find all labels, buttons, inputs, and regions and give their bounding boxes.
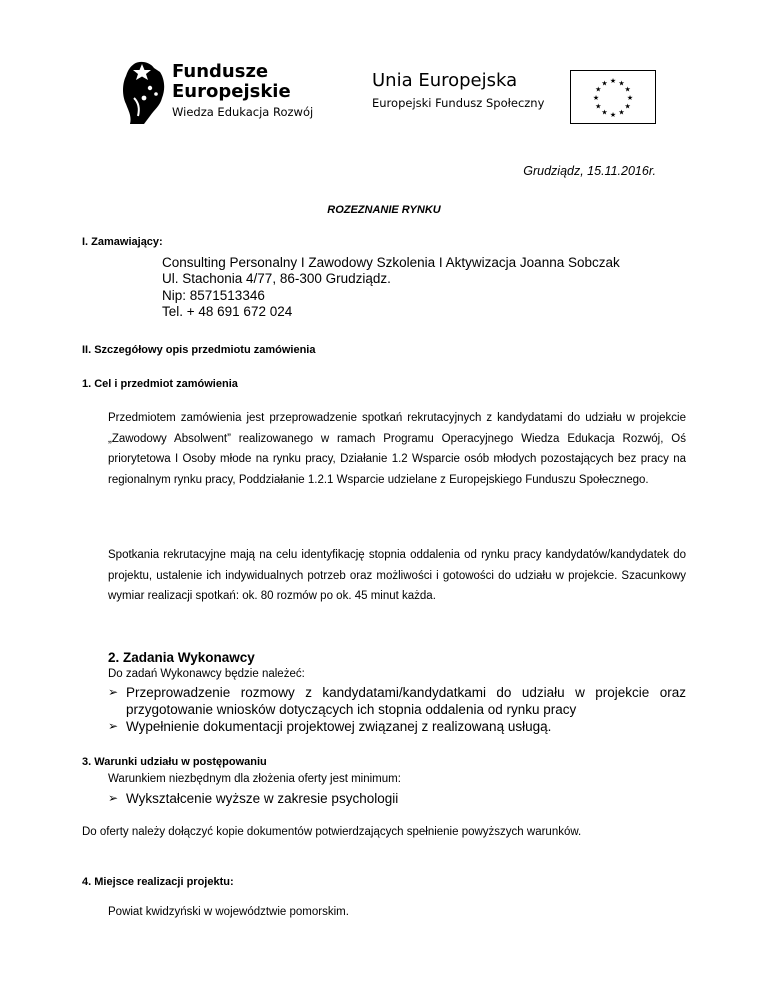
fundusze-europejskie-emblem-icon xyxy=(120,58,168,126)
svg-text:★: ★ xyxy=(609,111,617,119)
arrow-bullet-icon: ➢ xyxy=(108,719,119,733)
svg-text:★: ★ xyxy=(601,79,608,88)
contractor-phone: Tel. + 48 691 672 024 xyxy=(162,303,293,319)
svg-text:★: ★ xyxy=(624,102,631,111)
section2-heading: II. Szczegółowy opis przedmiotu zamówienia xyxy=(82,344,316,356)
svg-text:★: ★ xyxy=(626,94,634,102)
fe-logo-line3: Wiedza Edukacja Rozwój xyxy=(172,105,314,119)
list-item-text: Wypełnienie dokumentacji projektowej związanej z realizowaną usługą. xyxy=(126,719,552,734)
svg-text:★: ★ xyxy=(595,102,602,111)
list-item xyxy=(108,718,686,735)
svg-text:★: ★ xyxy=(592,94,600,102)
document-date: Grudziądz, 15.11.2016r. xyxy=(523,164,656,178)
arrow-bullet-icon: ➢ xyxy=(108,791,119,805)
eu-flag-icon xyxy=(570,70,656,124)
list-item xyxy=(108,684,686,718)
svg-text:★: ★ xyxy=(609,77,617,85)
sub1-paragraph1: Przedmiotem zamówienia jest przeprowadzenie spotkań rekrutacyjnych z kandydatami do udziału w projekcie „Zawodowy Absolwent” realizowanego w ramach Programu Operacyjnego Wiedza Edukacja Rozwój, Oś priorytetowa I Osoby młode na rynku pracy, Działanie 1.2 Wsparcie osób młodych pozostających bez pracy na regionalnym rynku pracy, Poddziałanie 1.2.1 Wsparcie udzielane z Europejskiego Funduszu Społecznego. xyxy=(108,412,686,486)
sub2-heading: 2. Zadania Wykonawcy xyxy=(108,650,255,665)
svg-text:★: ★ xyxy=(618,79,625,88)
list-item-text: Przeprowadzenie rozmowy z kandydatami/kandydatkami do udziału w projekcie oraz przygotowanie wniosków dotyczących ich stopnia oddalenia od rynku pracy xyxy=(126,685,686,717)
contractor-address: Ul. Stachonia 4/77, 86-300 Grudziądz. xyxy=(162,271,391,287)
list-item xyxy=(108,790,686,807)
svg-text:★: ★ xyxy=(595,85,602,94)
arrow-bullet-icon: ➢ xyxy=(108,685,119,699)
sub3-intro: Warunkiem niezbędnym dla złożenia oferty jest minimum: xyxy=(108,773,401,785)
sub3-bullet-list xyxy=(108,790,686,807)
svg-text:★: ★ xyxy=(601,108,608,117)
fundusze-europejskie-logo xyxy=(120,58,360,128)
unia-europejska-logo-text xyxy=(372,70,544,110)
fe-logo-line1: Fundusze xyxy=(172,61,269,82)
sub3-note: Do oferty należy dołączyć kopie dokumentów potwierdzających spełnienie powyższych warunków. xyxy=(82,826,582,838)
ue-logo-line1: Unia Europejska xyxy=(372,70,518,91)
contractor-nip: Nip: 8571513346 xyxy=(162,287,265,303)
list-item-text: Wykształcenie wyższe w zakresie psychologii xyxy=(126,791,399,806)
section1-heading: I. Zamawiający: xyxy=(82,236,163,248)
document-title: ROZEZNANIE RYNKU xyxy=(327,204,441,216)
sub1-heading: 1. Cel i przedmiot zamówienia xyxy=(82,378,238,390)
ue-logo-line2: Europejski Fundusz Społeczny xyxy=(372,96,545,110)
svg-text:★: ★ xyxy=(618,108,625,117)
sub4-text: Powiat kwidzyński w województwie pomorskim. xyxy=(108,906,349,918)
svg-text:★: ★ xyxy=(624,85,631,94)
contractor-name: Consulting Personalny I Zawodowy Szkolenia I Aktywizacja Joanna Sobczak xyxy=(162,255,620,270)
fe-logo-line2: Europejskie xyxy=(172,81,291,102)
sub1-paragraph2: Spotkania rekrutacyjne mają na celu identyfikację stopnia oddalenia od rynku pracy kandydatów/kandydatek do projektu, ustalenie ich indywidualnych potrzeb oraz możliwości i gotowości do udziału w projekcie. Szacunkowy wymiar realizacji spotkań: ok. 80 rozmów po ok. 45 minut każda. xyxy=(108,549,686,602)
sub2-bullet-list xyxy=(108,684,686,735)
sub2-intro: Do zadań Wykonawcy będzie należeć: xyxy=(108,668,305,680)
sub4-heading: 4. Miejsce realizacji projektu: xyxy=(82,876,234,888)
sub3-heading: 3. Warunki udziału w postępowaniu xyxy=(82,756,267,768)
contractor-details xyxy=(162,255,620,320)
